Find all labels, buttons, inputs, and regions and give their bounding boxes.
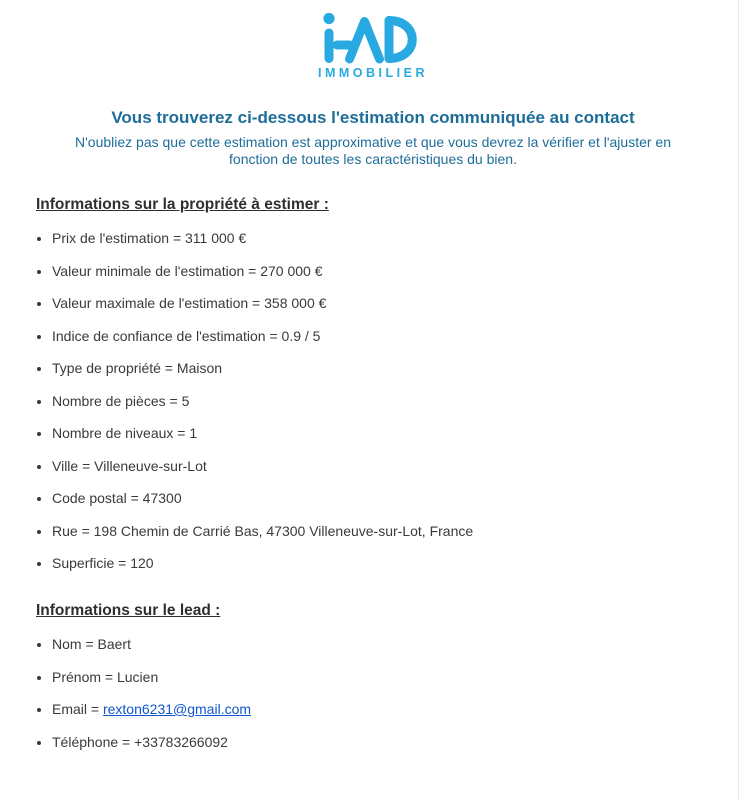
logo-subtitle: IMMOBILIER bbox=[318, 66, 428, 80]
content-right-border bbox=[738, 0, 739, 800]
property-section-heading: Informations sur la propriété à estimer : bbox=[36, 196, 329, 213]
brand-logo-block bbox=[0, 0, 746, 80]
list-item: • Type de propriété = Maison bbox=[52, 360, 746, 377]
intro-subtitle: N'oubliez pas que cette estimation est approximative et que vous devrez la vérifier et l'ajuster en fonction de toutes les caractéristiques du bien. bbox=[75, 134, 671, 167]
list-item: • Nombre de niveaux = 1 bbox=[52, 425, 746, 442]
lead-section-heading: Informations sur le lead : bbox=[36, 602, 221, 619]
list-item: • Code postal = 47300 bbox=[52, 490, 746, 507]
lead-info-list bbox=[0, 636, 746, 751]
list-item: • Nom = Baert bbox=[52, 636, 746, 653]
list-item: • Superficie = 120 bbox=[52, 555, 746, 572]
list-item: • Prix de l'estimation = 311 000 € bbox=[52, 230, 746, 247]
intro-block bbox=[0, 108, 746, 168]
iad-logo-icon bbox=[320, 10, 426, 64]
email-link[interactable]: rexton6231@gmail.com bbox=[102, 701, 252, 717]
list-item-email bbox=[52, 701, 746, 718]
email-label: Email = bbox=[52, 701, 103, 717]
list-item: • Téléphone = +33783266092 bbox=[52, 734, 746, 751]
list-item: • Valeur maximale de l'estimation = 358 000 € bbox=[52, 295, 746, 312]
list-item: • Valeur minimale de l'estimation = 270 000 € bbox=[52, 263, 746, 280]
list-item: • Nombre de pièces = 5 bbox=[52, 393, 746, 410]
list-item: • Indice de confiance de l'estimation = 0.9 / 5 bbox=[52, 328, 746, 345]
intro-title: Vous trouverez ci-dessous l'estimation communiquée au contact bbox=[111, 108, 635, 127]
list-item: • Prénom = Lucien bbox=[52, 669, 746, 686]
list-item: • Ville = Villeneuve-sur-Lot bbox=[52, 458, 746, 475]
list-item: • Rue = 198 Chemin de Carrié Bas, 47300 Villeneuve-sur-Lot, France bbox=[52, 523, 746, 540]
property-info-list bbox=[0, 230, 746, 572]
